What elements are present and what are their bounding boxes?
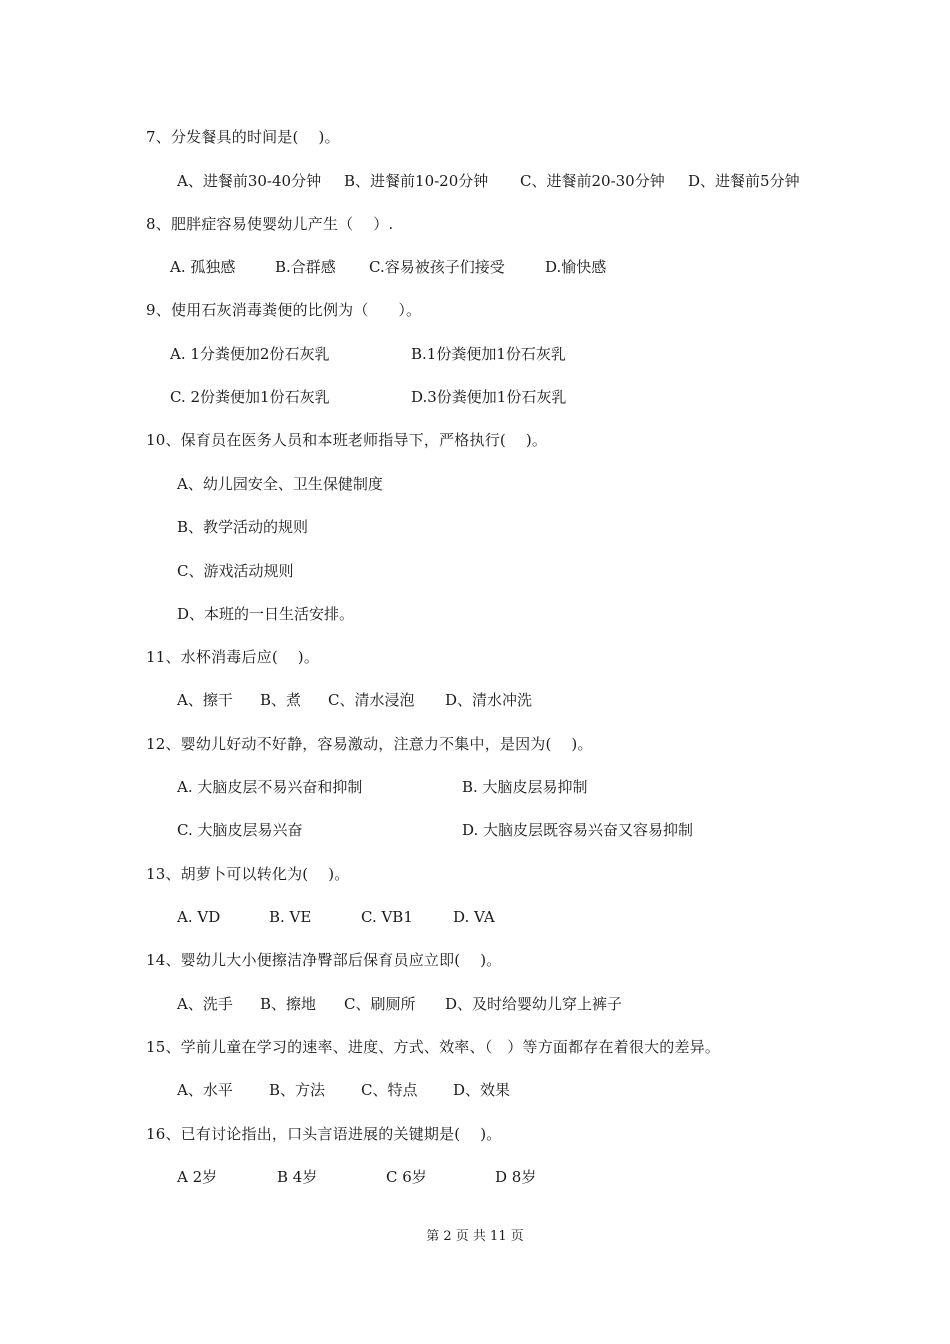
question-12-stem: 12、婴幼儿好动不好静，容易激动，注意力不集中，是因为( )。 <box>146 735 593 753</box>
question-16-option-a: A 2岁 <box>177 1168 218 1186</box>
question-8-stem: 8、肥胖症容易使婴幼儿产生（ ）. <box>146 215 394 233</box>
question-12-option-c: C. 大脑皮层易兴奋 <box>177 821 303 839</box>
question-10-option-b: B、教学活动的规则 <box>177 518 309 536</box>
question-15-stem: 15、学前儿童在学习的速率、进度、方式、效率、（ ）等方面都存在着很大的差异。 <box>146 1038 721 1056</box>
question-13-option-c: C. VB1 <box>361 908 413 926</box>
question-9-stem: 9、使用石灰消毒粪便的比例为（ ）。 <box>146 301 422 319</box>
question-16-stem: 16、已有讨论指出，口头言语进展的关键期是( )。 <box>146 1125 502 1143</box>
question-10-stem: 10、保育员在医务人员和本班老师指导下，严格执行( )。 <box>146 431 548 449</box>
question-11-option-c: C、清水浸泡 <box>328 691 415 709</box>
question-9-option-d: D.3份粪便加1份石灰乳 <box>411 388 567 406</box>
question-15-option-d: D、效果 <box>453 1081 511 1099</box>
question-10-option-d: D、本班的一日生活安排。 <box>177 605 355 623</box>
question-12-option-d: D. 大脑皮层既容易兴奋又容易抑制 <box>462 821 694 839</box>
question-10-option-a: A、幼儿园安全、卫生保健制度 <box>177 475 383 493</box>
question-14-stem: 14、婴幼儿大小便擦洁净臀部后保育员应立即( )。 <box>146 951 502 969</box>
question-8-option-d: D.愉快感 <box>545 258 607 276</box>
question-14-option-a: A、洗手 <box>177 995 233 1013</box>
page-footer: 第 2 页 共 11 页 <box>426 1229 524 1244</box>
question-9-option-b: B.1份粪便加1份石灰乳 <box>411 345 566 363</box>
question-13-option-a: A. VD <box>177 908 221 926</box>
question-8-option-c: C.容易被孩子们接受 <box>369 258 505 276</box>
question-13-option-d: D. VA <box>453 908 495 926</box>
question-8-option-a: A. 孤独感 <box>170 258 236 276</box>
question-11-option-b: B、煮 <box>260 691 302 709</box>
question-11-option-a: A、擦干 <box>177 691 233 709</box>
question-8-option-b: B.合群感 <box>275 258 336 276</box>
question-7-stem: 7、分发餐具的时间是( )。 <box>146 128 340 146</box>
question-9-option-c: C. 2份粪便加1份石灰乳 <box>170 388 330 406</box>
question-7-option-d: D、进餐前5分钟 <box>688 172 800 190</box>
question-14-option-c: C、刷厕所 <box>344 995 416 1013</box>
question-13-option-b: B. VE <box>269 908 312 926</box>
question-13-stem: 13、胡萝卜可以转化为( )。 <box>146 865 350 883</box>
question-7-option-b: B、进餐前10-20分钟 <box>344 172 489 190</box>
question-16-option-c: C 6岁 <box>386 1168 427 1186</box>
question-11-stem: 11、水杯消毒后应( )。 <box>146 648 320 666</box>
question-15-option-a: A、水平 <box>177 1081 233 1099</box>
question-12-option-a: A. 大脑皮层不易兴奋和抑制 <box>177 778 363 796</box>
question-14-option-d: D、及时给婴幼儿穿上裤子 <box>445 995 623 1013</box>
question-11-option-d: D、清水冲洗 <box>445 691 533 709</box>
question-10-option-c: C、游戏活动规则 <box>177 562 294 580</box>
question-14-option-b: B、擦地 <box>260 995 317 1013</box>
question-9-option-a: A. 1分粪便加2份石灰乳 <box>170 345 330 363</box>
question-16-option-b: B 4岁 <box>277 1168 318 1186</box>
question-7-option-a: A、进餐前30-40分钟 <box>177 172 322 190</box>
question-12-option-b: B. 大脑皮层易抑制 <box>462 778 588 796</box>
question-15-option-b: B、方法 <box>269 1081 326 1099</box>
question-7-option-c: C、进餐前20-30分钟 <box>520 172 665 190</box>
question-15-option-c: C、特点 <box>361 1081 418 1099</box>
question-16-option-d: D 8岁 <box>495 1168 537 1186</box>
